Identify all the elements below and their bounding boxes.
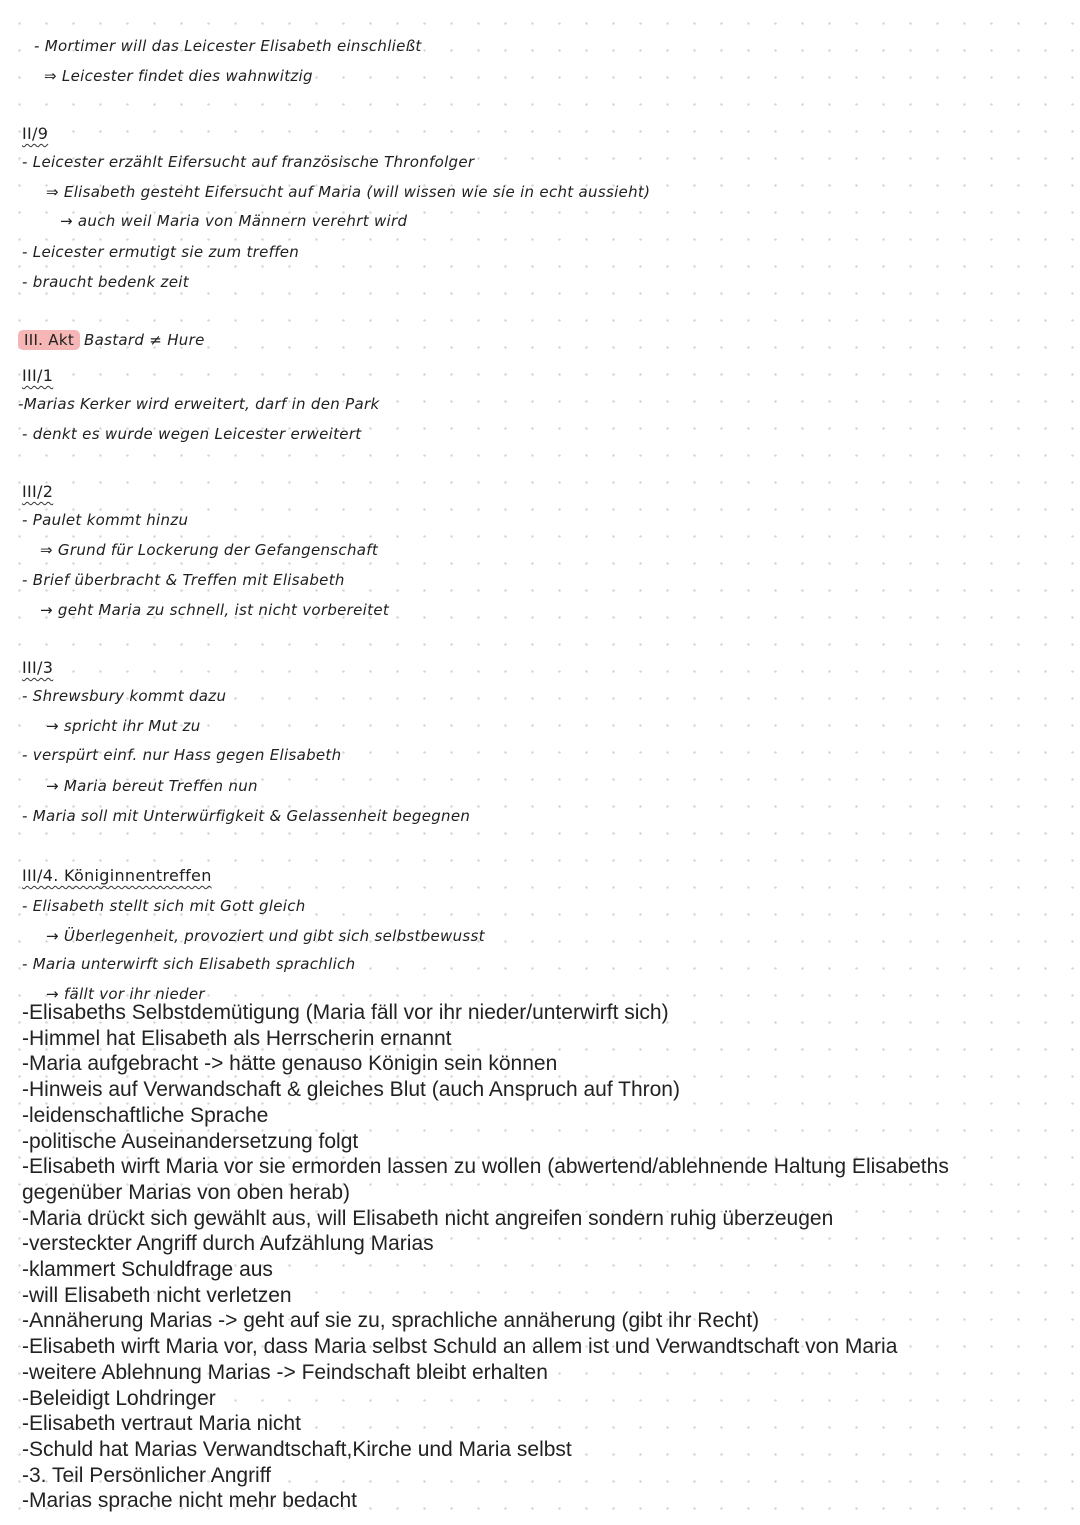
typed-line: -Maria aufgebracht -> hätte genauso Königin sein können bbox=[22, 1052, 558, 1076]
typed-line: -will Elisabeth nicht verletzen bbox=[22, 1283, 292, 1307]
typed-line: -versteckter Angriff durch Aufzählung Marias bbox=[22, 1232, 434, 1256]
typed-notes bbox=[22, 1000, 1062, 1514]
note-line: - Mortimer will das Leicester Elisabeth einschließt bbox=[34, 37, 422, 55]
note-line: → Überlegenheit, provoziert und gibt sich selbstbewusst bbox=[46, 927, 485, 945]
scene-heading: III/4. Königinnentreffen bbox=[22, 866, 212, 885]
note-line: → geht Maria zu schnell, ist nicht vorbereitet bbox=[40, 601, 390, 619]
note-line: - denkt es wurde wegen Leicester erweitert bbox=[22, 425, 362, 443]
note-line: → spricht ihr Mut zu bbox=[46, 717, 201, 735]
note-line: - Maria unterwirft sich Elisabeth sprachlich bbox=[22, 955, 356, 973]
typed-line: -Annäherung Marias -> geht auf sie zu, sprachliche annäherung (gibt ihr Recht) bbox=[22, 1309, 760, 1333]
typed-line: -Hinweis auf Verwandschaft & gleiches Blut (auch Anspruch auf Thron) bbox=[22, 1078, 680, 1102]
typed-line: -Elisabeth wirft Maria vor sie ermorden lassen zu wollen (abwertend/ablehnende Haltung Elisabeths bbox=[22, 1155, 949, 1179]
typed-line: -3. Teil Persönlicher Angriff bbox=[22, 1463, 272, 1487]
scene-heading: III/3 bbox=[22, 658, 54, 677]
note-line: - Brief überbracht & Treffen mit Elisabeth bbox=[22, 571, 345, 589]
note-line: ⇒ Leicester findet dies wahnwitzig bbox=[44, 67, 313, 85]
act-subtitle: Bastard ≠ Hure bbox=[84, 331, 205, 349]
note-line: → Maria bereut Treffen nun bbox=[46, 777, 258, 795]
note-line: → auch weil Maria von Männern verehrt wird bbox=[60, 212, 408, 230]
note-line: - Shrewsbury kommt dazu bbox=[22, 687, 227, 705]
typed-line: -Beleidigt Lohdringer bbox=[22, 1386, 216, 1410]
note-line: -Marias Kerker wird erweitert, darf in den Park bbox=[18, 395, 380, 413]
typed-line: -Himmel hat Elisabeth als Herrscherin ernannt bbox=[22, 1026, 452, 1050]
note-line: ⇒ Grund für Lockerung der Gefangenschaft bbox=[40, 541, 379, 559]
typed-line: -klammert Schuldfrage aus bbox=[22, 1258, 273, 1282]
typed-line: -Elisabeth wirft Maria vor, dass Maria selbst Schuld an allem ist und Verwandtschaft von Maria bbox=[22, 1335, 898, 1359]
scene-heading: III/2 bbox=[22, 482, 54, 501]
typed-line: -weitere Ablehnung Marias -> Feindschaft bleibt erhalten bbox=[22, 1360, 548, 1384]
typed-line: -politische Auseinandersetzung folgt bbox=[22, 1129, 359, 1153]
typed-line: -Elisabeth vertraut Maria nicht bbox=[22, 1412, 301, 1436]
note-line: - Elisabeth stellt sich mit Gott gleich bbox=[22, 897, 306, 915]
scene-heading: III/1 bbox=[22, 366, 54, 385]
act-badge: III. Akt bbox=[18, 330, 80, 350]
note-line: - braucht bedenk zeit bbox=[22, 273, 189, 291]
typed-line: gegenüber Marias von oben herab) bbox=[22, 1180, 351, 1204]
note-line: - verspürt einf. nur Hass gegen Elisabeth bbox=[22, 746, 342, 764]
scene-heading: II/9 bbox=[22, 124, 49, 143]
note-line: - Leicester ermutigt sie zum treffen bbox=[22, 243, 300, 261]
note-line: ⇒ Elisabeth gesteht Eifersucht auf Maria (will wissen wie sie in echt aussieht) bbox=[46, 183, 651, 201]
typed-line: -Maria drückt sich gewählt aus, will Elisabeth nicht angreifen sondern ruhig überzeugen bbox=[22, 1206, 834, 1230]
typed-line: -Marias sprache nicht mehr bedacht bbox=[22, 1489, 357, 1513]
note-line: - Paulet kommt hinzu bbox=[22, 511, 189, 529]
typed-line: -leidenschaftliche Sprache bbox=[22, 1103, 269, 1127]
note-line: → fällt vor ihr nieder bbox=[46, 985, 205, 1003]
note-line: - Maria soll mit Unterwürfigkeit & Gelassenheit begegnen bbox=[22, 807, 471, 825]
act-heading bbox=[18, 330, 205, 350]
typed-line: -Elisabeths Selbstdemütigung (Maria fäll vor ihr nieder/unterwirft sich) bbox=[22, 1001, 669, 1024]
typed-line: -Schuld hat Marias Verwandtschaft,Kirche und Maria selbst bbox=[22, 1437, 572, 1461]
note-line: - Leicester erzählt Eifersucht auf französische Thronfolger bbox=[22, 153, 475, 171]
